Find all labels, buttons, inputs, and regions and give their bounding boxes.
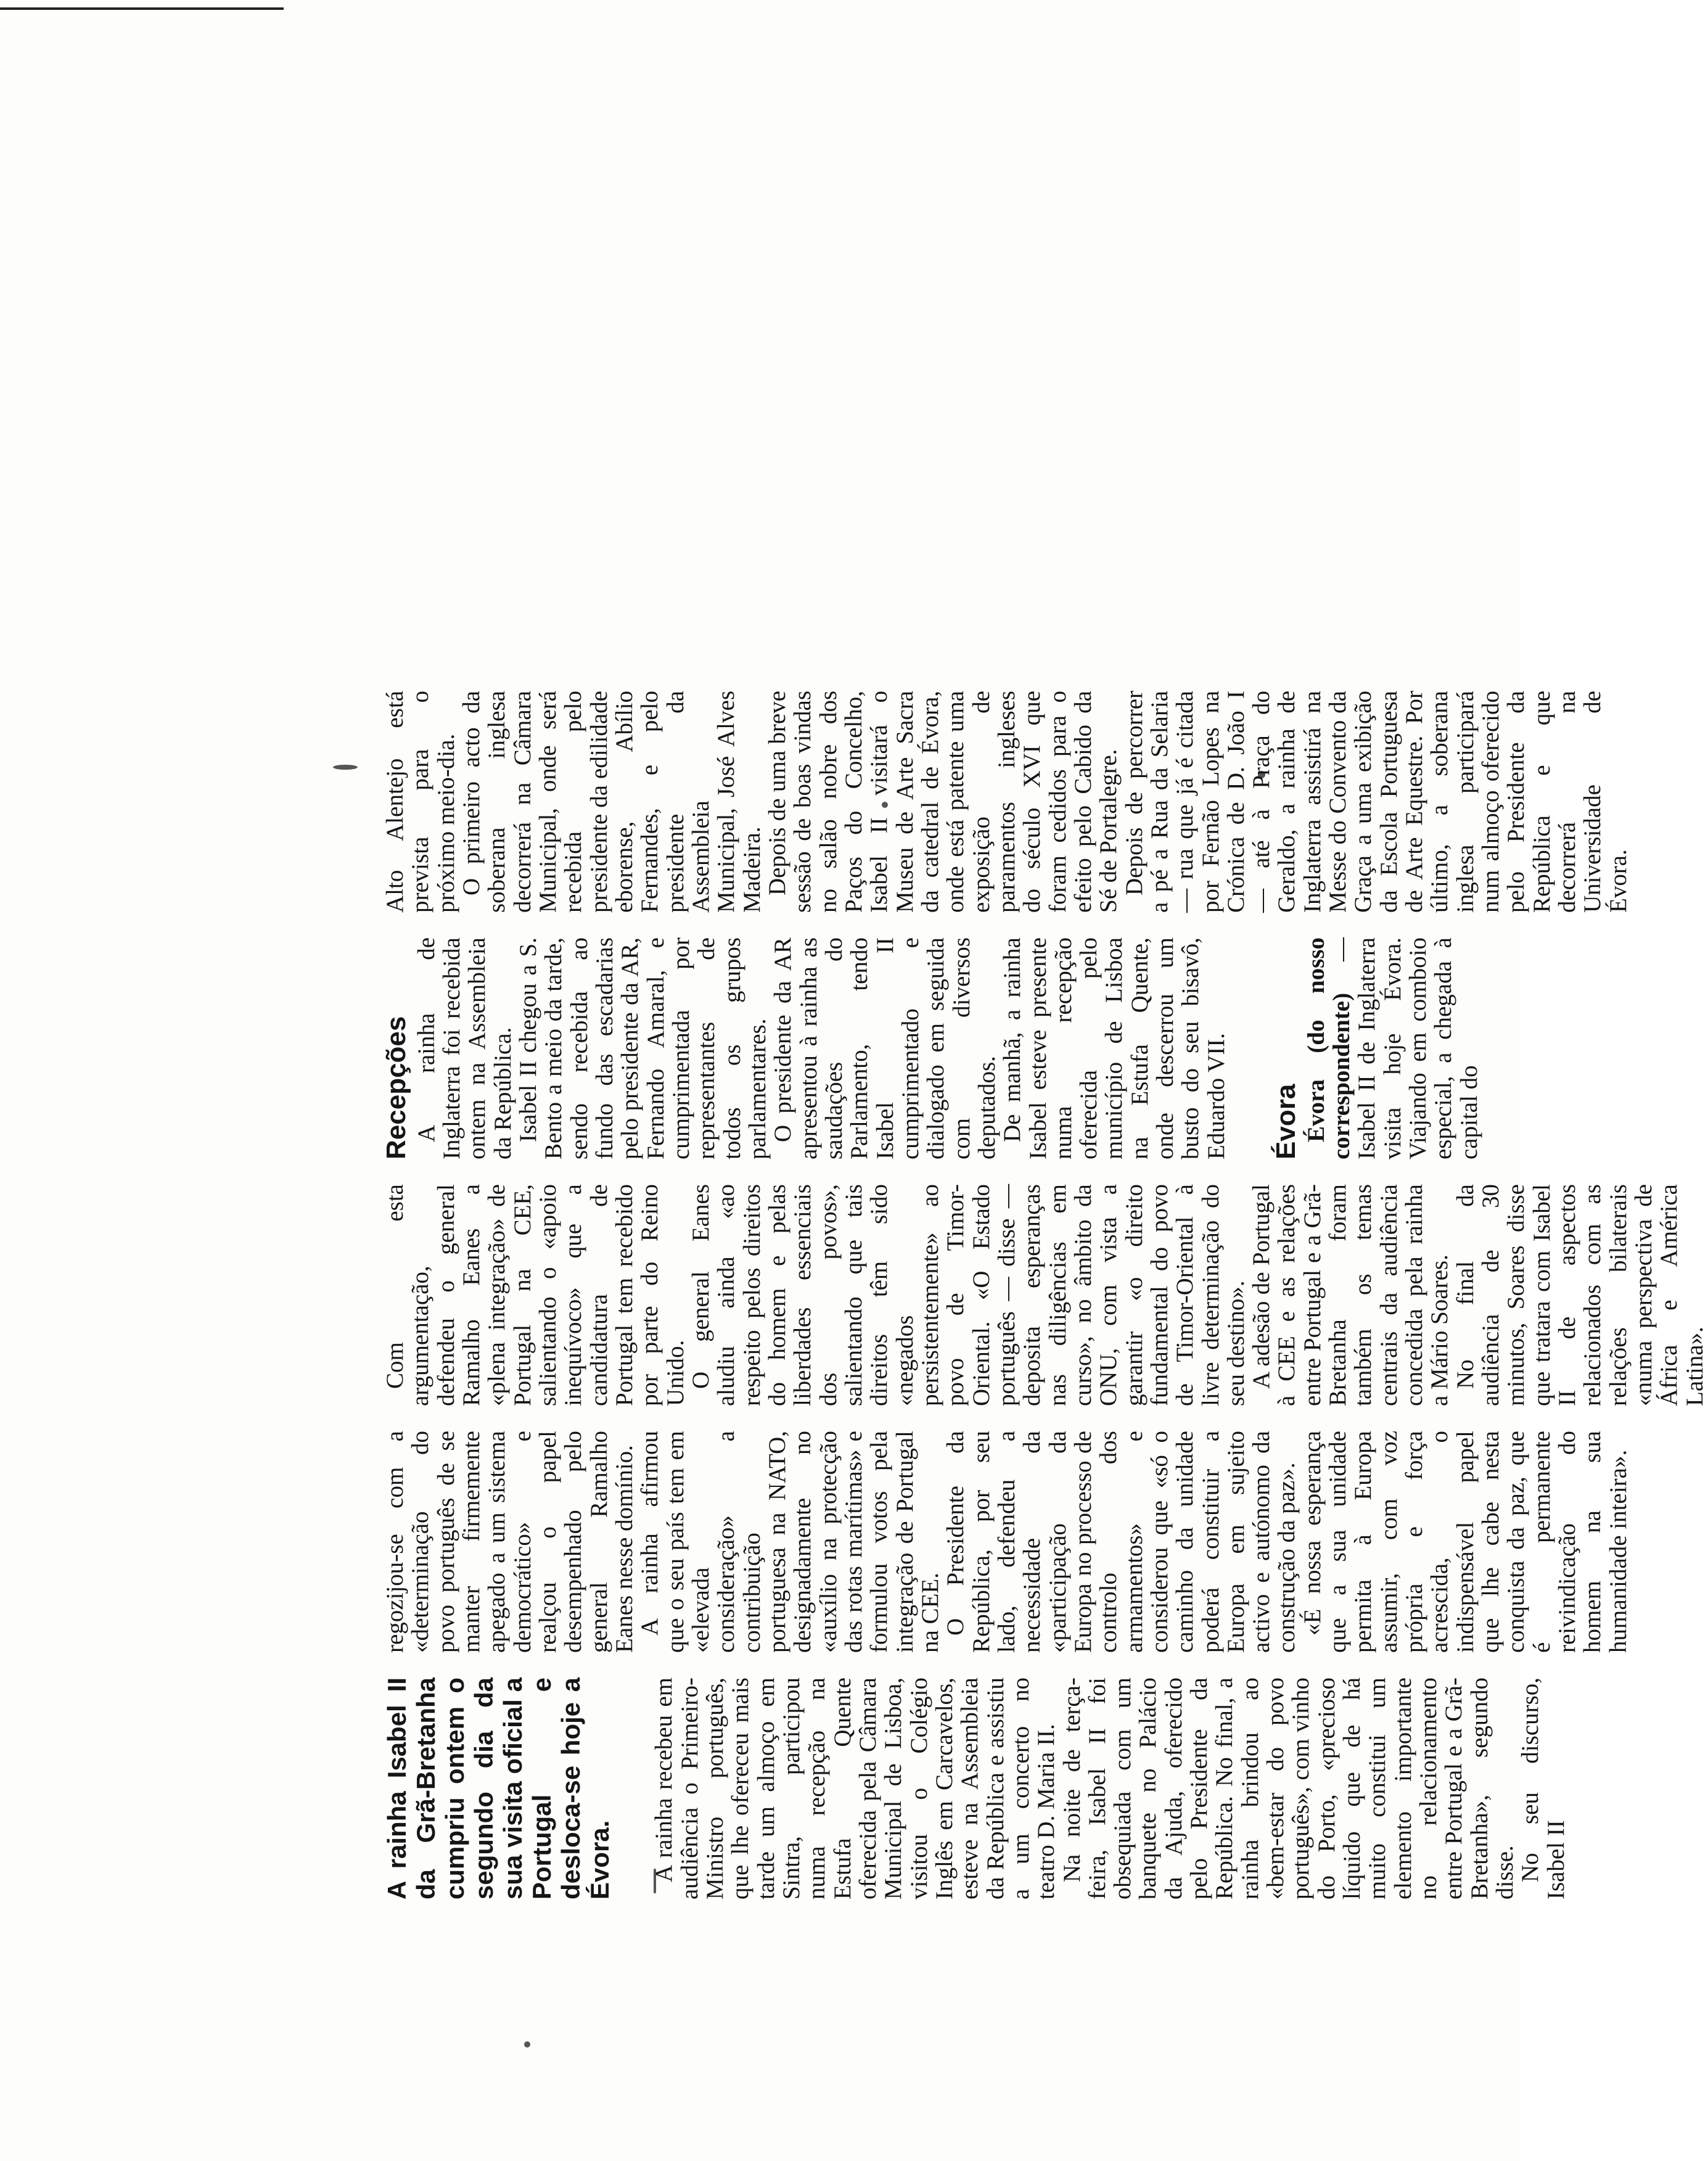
section-heading-evora: Évora [1271,1084,1302,1159]
paragraph: A adesão de Portugal à CEE e as relações entre Portugal e a Grã-Bretanha foram também os temas centrais da audiência concedida pela rainha a Mário Soares. [1248,1184,1453,1406]
article-headline: A rainha Isabel II da Grã-Bretanha cumpriu ontem o segundo dia da sua visita oficial a Portugal e desloca-se hoje a Évora. [382,1677,615,1900]
article-column-3 [382,1184,1707,1406]
paragraph: O general Eanes aludiu ainda «ao respeito pelos direitos do homem e pelas liberdades essenciais dos povos», salientando que tais direitos têm sido «negados persistentemente» ao povo de Timor-Oriental. «O Estado português — disse — depositа esperanças nas diligências em curso», no âmbito da ONU, com vista a garantir «o direito fundamental do povo de Timor-Oriental à livre determinação do seu destino». [687,1184,1249,1406]
paragraph: A rainha de Inglaterra foi recebida ontem na Assembleia da República. [413,937,516,1159]
article-column-1 [382,1677,1569,1900]
section-heading-recepcoes: Recepções [381,1016,411,1159]
paragraph: A rainha afirmou que o seu país tem em «elevada consideração» a contribuição portuguesa na NATO, designadamente no «auxílio na protecção das rotas marítimas» e formulou votos pela integração de Portugal na CEE. [636,1431,943,1653]
paragraph: Depois de uma breve sessão de boas vindas no salão nobre dos Paços do Concelho, Isabel II visitará o Museu de Arte Sacra da catedral de Évora, onde está patente uma exposição de paramentos ingleses do século XVI que foram cedidos para o efeito pelo Cabido da Sé de Portalegre. [763,691,1122,913]
paragraph: Isabel II chegou a S. Bento a meio da tarde, sendo recebida ao fundo das escadarias pelo presidente da AR, Fernando Amaral, e cumprimentada por representantes de todos os grupos parlamentares. [514,937,771,1159]
article-column-4 [382,937,1482,1159]
article-column-5 [382,691,1631,913]
article-column-2 [382,1431,1631,1653]
paragraph: No final da audiência de 30 minutos, Soares disse que tratara com Isabel II de aspectos relacionados com as relações bilaterais «numa perspectiva de África e América Latina». [1451,1184,1708,1406]
paragraph: Na noite de terça-feira, Isabel II foi obsequiada com um banquete no Palácio da Ajuda, oferecido pelo Presidente da República. No final, a rainha brindou ao «bem-estar do povo português», com vinho do Porto, «precioso líquido que de há muito constitui um elemento importante no relacionamento entre Portugal e a Grã-Bretanha», segundo disse. [1058,1677,1519,1900]
paragraph [1304,937,1482,1159]
paragraph: Alto Alentejo está prevista para o próximo meio-dia. [382,691,459,913]
lead-text: — Isabel II de Inglaterra visita hoje Évora. Viajando em comboio especial, a chegada à capital do [1328,937,1482,1159]
paragraph: No seu discurso, Isabel II [1517,1677,1569,1900]
newspaper-clipping [381,290,1708,1900]
top-edge-rule [0,7,284,10]
scan-mark [333,765,358,770]
paragraph: «É nossa esperança que a sua unidade permita à Europa assumir, com voz própria e força acrescida, o indispensável papel que lhe cabe nesta conquista da paz, que é permanente reivindicação do homem na sua humanidade inteira». [1299,1431,1632,1653]
paragraph: A rainha recebeu em audiência o Primeiro-Ministro português, que lhe ofereceu mais tarde um almoço em Sintra, participou numa recepção na Estufa Quente oferecida pela Câmara Municipal de Lisboa, visitou o Colégio Inglês em Carcavelos, esteve na Assembleia da República e assistiu a um concerto no teatro D. Maria II. [651,1677,1060,1900]
scan-mark [524,2041,530,2048]
paragraph: regozijou-se com a «determinação do povo português de se manter firmemente apegado a um sistema democrático» e realçou o papel desempenhado pelo general Ramalho Eanes nesse domínio. [382,1431,638,1653]
spacer [1229,937,1272,1159]
paragraph: De manhã, a rainha Isabel esteve presente numa recepção oferecida pelo município de Lisboa na Estufa Quente, onde descerrou um busto do seu bisavô, Eduardo VII. [999,937,1230,1159]
paragraph: O Presidente da República, por seu lado, defendeu a necessidade da «participação da Europa no processo de controlo dos armamentos» e considerou que «só o caminho da unidade poderá constituir a Europa em sujeito activo e autónomo da construção da paz». [942,1431,1300,1653]
paragraph: O primeiro acto da soberana inglesa decorrerá na Câmara Municipal, onde será recebida pelo presidente da edilidade eborense, Abílio Fernandes, e pelo presidente da Assembleia Municipal, José Alves Madeira. [458,691,765,913]
paragraph: Com esta argumentação, defendeu o general Ramalho Eanes a «plena integração» de Portugal na CEE, salientando o «apoio inequívoco» que a candidatura de Portugal tem recebido por parte do Reino Unido. [382,1184,689,1406]
paragraph: O presidente da AR apresentou à rainha as saudações do Parlamento, tendo Isabel II cumprimentado e dialogado em seguida com diversos deputados. [770,937,1000,1159]
paragraph: Depois de percorrer a pé a Rua da Selaria — rua que já é citada por Fernão Lopes na Crónica de D. João I — até à Praça do Geraldo, a rainha de Inglaterra assistirá na Messe do Convento da Graça a uma exibição da Escola Portuguesa de Arte Equestre. Por último, a soberana inglesa participará num almoço oferecido pelo Presidente da República e que decorrerá na Universidade de Évora. [1120,691,1632,913]
dateline: Évora (do nosso correspondente) [1302,937,1355,1159]
